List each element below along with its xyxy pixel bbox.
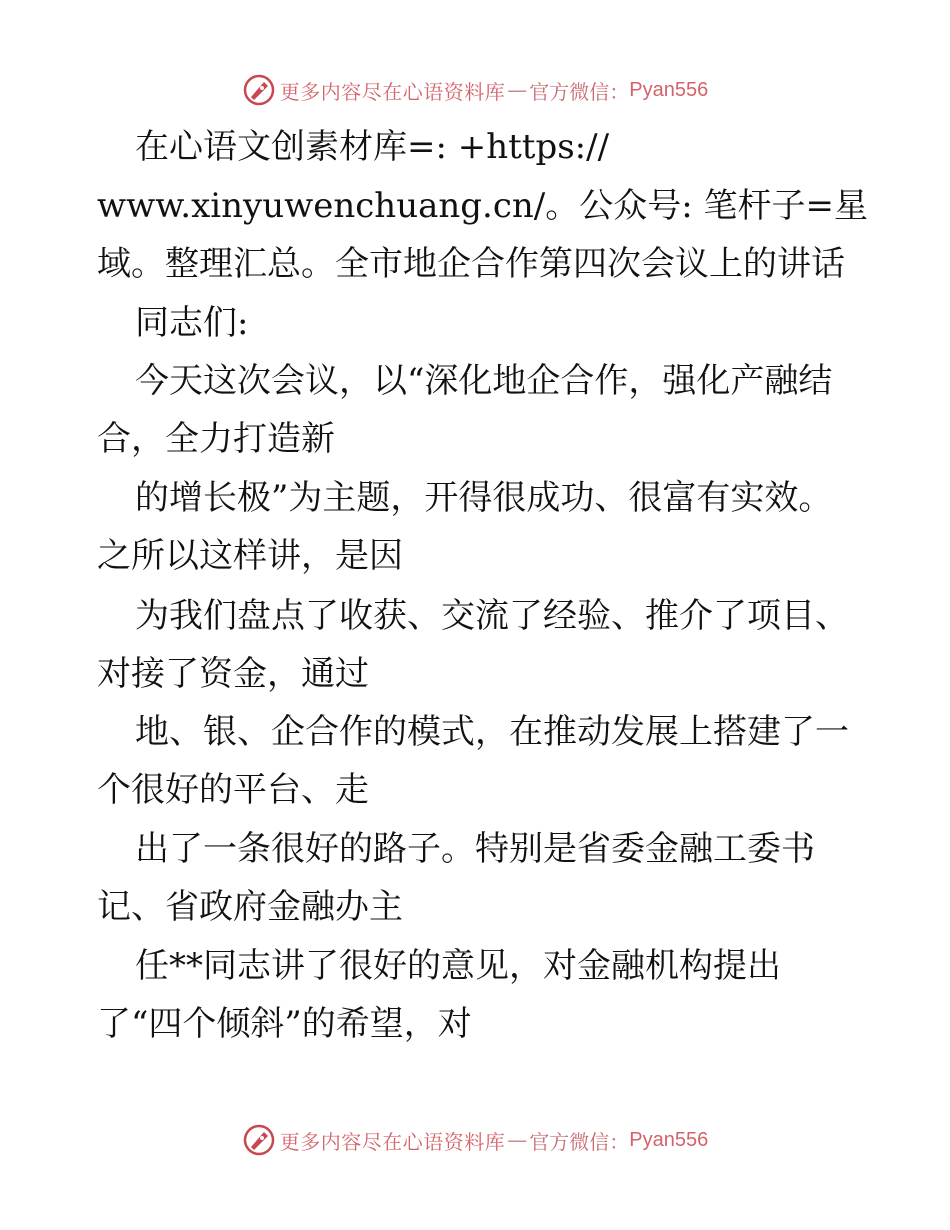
text-line: www.xinyuwenchuang.cn/。公众号: 笔杆子=星 <box>97 186 868 226</box>
text-line: 同志们: <box>135 303 249 343</box>
text-line: 任**同志讲了很好的意见，对金融机构提出 <box>135 946 781 986</box>
header-watermark <box>0 70 950 110</box>
text-line: 地、银、企合作的模式，在推动发展上搭建了一 <box>135 712 849 752</box>
text-line: 记、省政府金融办主 <box>97 887 403 927</box>
text-line: 今天这次会议，以“深化地企合作，强化产融结 <box>135 361 833 401</box>
watermark-dash: — <box>507 1128 528 1152</box>
watermark-site-text: 更多内容尽在心语资料库 <box>279 1129 506 1154</box>
watermark-dash: — <box>507 78 528 102</box>
pen-nib-logo-icon <box>242 73 276 107</box>
text-line: 之所以这样讲，是因 <box>97 536 403 576</box>
text-line: 了“四个倾斜”的希望，对 <box>97 1004 472 1044</box>
text-line: 的增长极”为主题，开得很成功、很富有实效。 <box>135 478 833 518</box>
pen-nib-logo-icon <box>242 1123 276 1157</box>
text-line: 在心语文创素材库=: +https:// <box>135 127 610 167</box>
text-line: 对接了资金，通过 <box>97 654 369 694</box>
watermark-wechat-label: 官方微信： <box>529 1129 630 1154</box>
text-line: 个很好的平台、走 <box>97 770 369 810</box>
text-line: 合，全力打造新 <box>97 419 335 459</box>
footer-watermark <box>0 1120 950 1160</box>
watermark-site-text: 更多内容尽在心语资料库 <box>279 79 506 104</box>
text-line: 域。整理汇总。全市地企合作第四次会议上的讲话 <box>97 244 845 284</box>
watermark-handle: Pyan556 <box>629 78 709 101</box>
text-line: 为我们盘点了收获、交流了经验、推介了项目、 <box>135 596 849 636</box>
text-line: 出了一条很好的路子。特别是省委金融工委书 <box>135 829 815 869</box>
watermark-wechat-label: 官方微信： <box>529 79 630 104</box>
watermark-handle: Pyan556 <box>629 1128 709 1151</box>
